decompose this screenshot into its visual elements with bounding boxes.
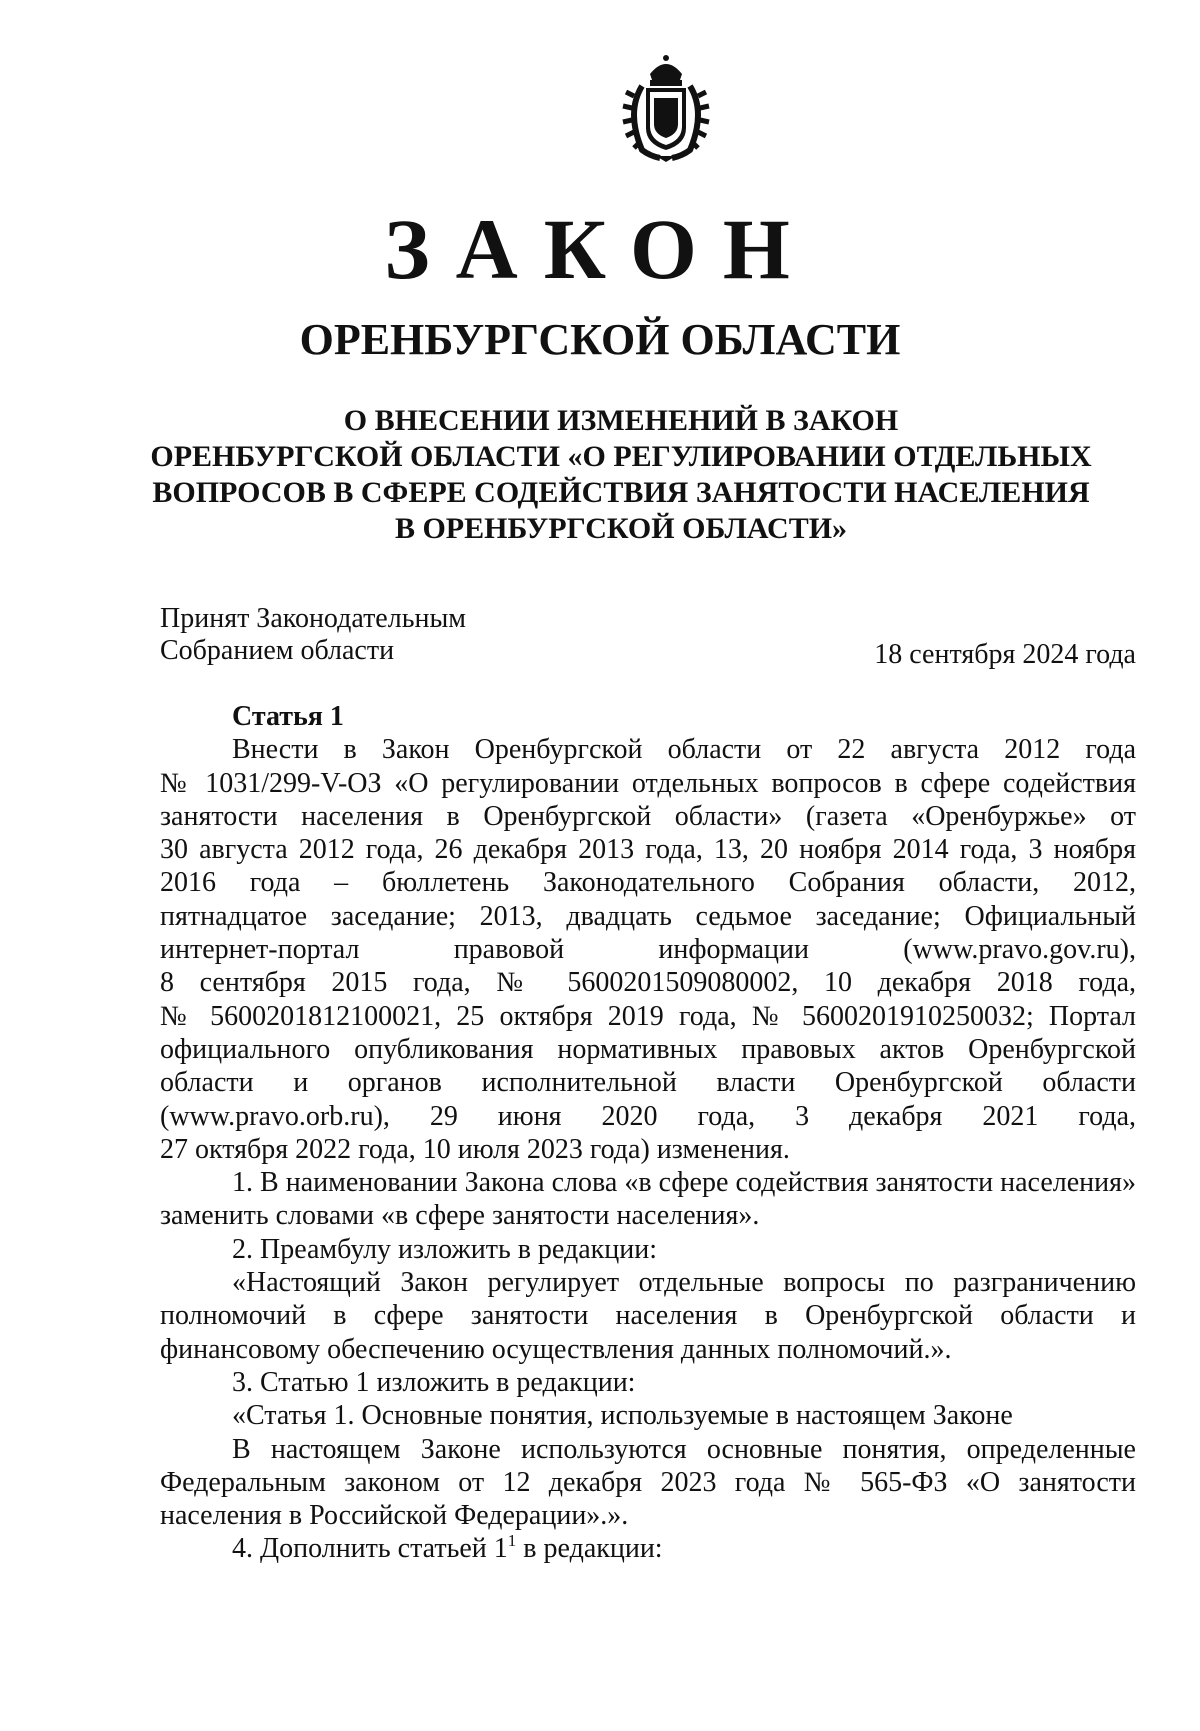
intro-line: 8 сентября 2015 года, № 5600201509080002, 10 декабря 2018 года,	[160, 967, 1136, 999]
item-1: 1. В наименовании Закона слова «в сфере содействия занятости населения» заменить словами «в сфере занятости населения».	[160, 1167, 1136, 1232]
intro-line: интернет-портал правовой информации (www.pravo.gov.ru),	[160, 934, 1136, 966]
intro-line: официального опубликования нормативных правовых актов Оренбургской	[160, 1033, 1136, 1065]
intro-line: (www.pravo.orb.ru), 29 июня 2020 года, 3 декабря 2021 года,	[160, 1100, 1136, 1132]
item-2: 2. Преамбулу изложить в редакции:	[232, 1233, 658, 1265]
article-intro	[160, 733, 1136, 1166]
region-title: ОРЕНБУРГСКОЙ ОБЛАСТИ	[299, 315, 901, 364]
intro-line: Внести в Закон Оренбургской области от 22 августа 2012 года	[232, 734, 1136, 766]
item-4-superscript: 1	[507, 1531, 517, 1551]
item-4	[160, 1532, 1136, 1565]
article-heading: Статья 1	[232, 701, 344, 732]
subject-line: ОРЕНБУРГСКОЙ ОБЛАСТИ «О РЕГУЛИРОВАНИИ ОТДЕЛЬНЫХ	[150, 440, 1092, 473]
item-3: 3. Статью 1 изложить в редакции:	[232, 1366, 636, 1398]
law-title: ЗАКОН	[384, 201, 816, 297]
intro-line: занятости населения в Оренбургской области» (газета «Оренбуржье» от	[160, 800, 1136, 832]
intro-line: области и органов исполнительной власти Оренбургской области	[160, 1067, 1136, 1099]
item-2-text: «Настоящий Закон регулирует отдельные вопросы по разграничению полномочий в сфере занятости населения в Оренбургской области и финансовому обеспечению осуществления данных полномочий.».	[160, 1267, 1136, 1365]
intro-line: 30 августа 2012 года, 26 декабря 2013 года, 13, 20 ноября 2014 года, 3 ноября	[160, 834, 1136, 866]
subject-line: ВОПРОСОВ В СФЕРЕ СОДЕЙСТВИЯ ЗАНЯТОСТИ НАСЕЛЕНИЯ	[152, 476, 1090, 509]
adoption-date: 18 сентября 2024 года	[874, 639, 1136, 670]
subject-line: В ОРЕНБУРГСКОЙ ОБЛАСТИ»	[394, 512, 848, 545]
coat-of-arms-emblem	[620, 52, 712, 164]
law-subject-title	[140, 403, 1102, 547]
item-4-suffix: в редакции:	[516, 1533, 663, 1565]
intro-line: пятнадцатое заседание; 2013, двадцать седьмое заседание; Официальный	[160, 900, 1136, 932]
subject-line: О ВНЕСЕНИИ ИЗМЕНЕНИЙ В ЗАКОН	[343, 404, 899, 437]
item-3-text: В настоящем Законе используются основные понятия, определенные Федеральным законом от 12 декабря 2023 года № 565-ФЗ «О занятости населения в Российской Федерации».».	[160, 1433, 1136, 1532]
intro-line: № 1031/299-V-ОЗ «О регулировании отдельных вопросов в сфере содействия	[160, 767, 1136, 799]
article-body	[160, 700, 1136, 1566]
adoption-line: Принят Законодательным	[160, 603, 466, 634]
adoption-note	[160, 603, 466, 667]
intro-line: 27 октября 2022 года, 10 июля 2023 года) изменения.	[160, 1133, 790, 1165]
item-4-prefix: 4. Дополнить статьей 1	[232, 1533, 508, 1565]
adoption-line: Собранием области	[160, 635, 395, 666]
item-3-heading: «Статья 1. Основные понятия, используемые в настоящем Законе	[232, 1400, 1013, 1432]
intro-line: 2016 года – бюллетень Законодательного Собрания области, 2012,	[160, 867, 1136, 899]
intro-line: № 5600201812100021, 25 октября 2019 года, № 5600201910250032; Портал	[160, 1000, 1136, 1032]
